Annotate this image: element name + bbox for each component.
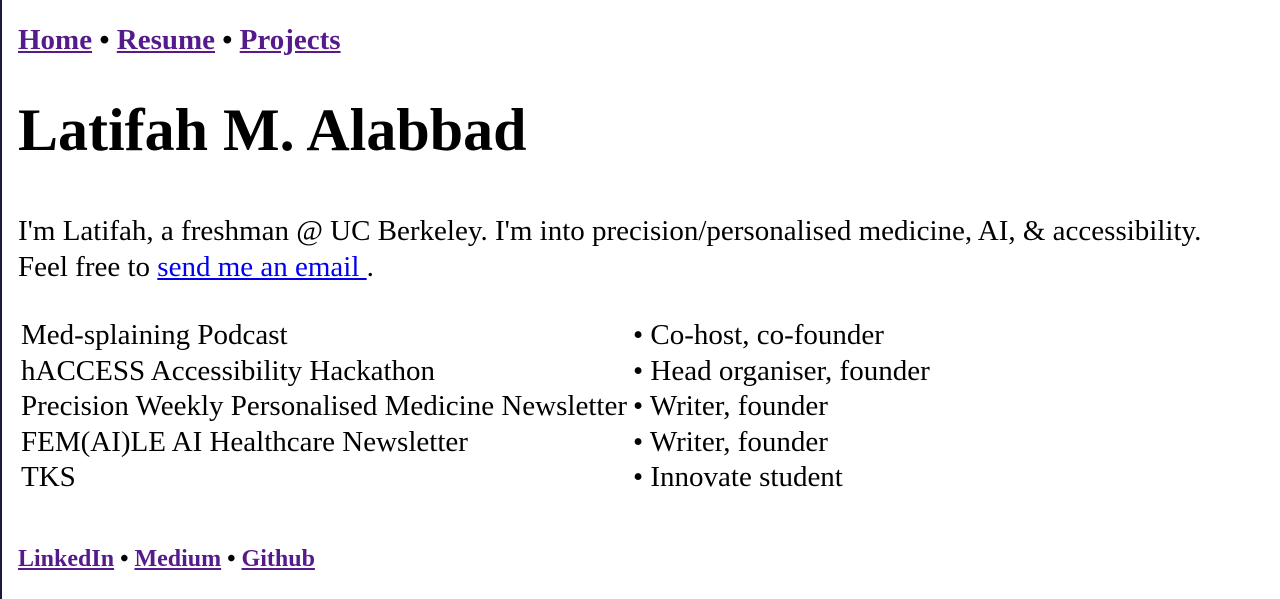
role-org: Med-splaining Podcast [21,319,288,351]
table-row [21,460,930,496]
role-title: • Innovate student [632,461,843,493]
table-row [21,354,930,390]
table-row [21,389,930,425]
nav-separator: • [99,24,110,56]
nav-resume-link[interactable]: Resume [116,24,216,56]
table-row [21,318,930,354]
top-nav [18,24,341,57]
left-border [0,0,2,599]
intro-line-1: I'm Latifah, a freshman @ UC Berkeley. I'm into precision/personalised medicine, AI, & accessibility. [18,215,1202,247]
nav-separator: • [222,24,233,56]
footer-medium-link[interactable]: Medium [134,546,222,572]
footer-separator: • [120,546,129,572]
intro-prefix: Feel free to [18,251,158,283]
footer-linkedin-link[interactable]: LinkedIn [18,546,115,572]
roles-table [21,318,930,496]
footer-separator: • [227,546,236,572]
role-title: • Co-host, co-founder [632,319,884,351]
nav-home-link[interactable]: Home [18,24,93,56]
role-org: TKS [21,461,76,493]
role-org: Precision Weekly Personalised Medicine Newsletter [21,390,627,422]
footer-github-link[interactable]: Github [241,546,315,572]
role-title: • Head organiser, founder [632,354,930,387]
intro-paragraph [18,213,1280,285]
page-title: Latifah M. Alabbad [18,97,527,163]
role-org: hACCESS Accessibility Hackathon [21,354,436,387]
role-org: FEM(AI)LE AI Healthcare Newsletter [21,425,468,458]
role-title: • Writer, founder [632,390,828,422]
intro-suffix: . [366,251,374,283]
email-link[interactable]: send me an email [157,251,367,283]
role-title: • Writer, founder [632,425,828,458]
nav-projects-link[interactable]: Projects [239,24,341,56]
footer-links [18,546,315,573]
table-row [21,425,930,461]
